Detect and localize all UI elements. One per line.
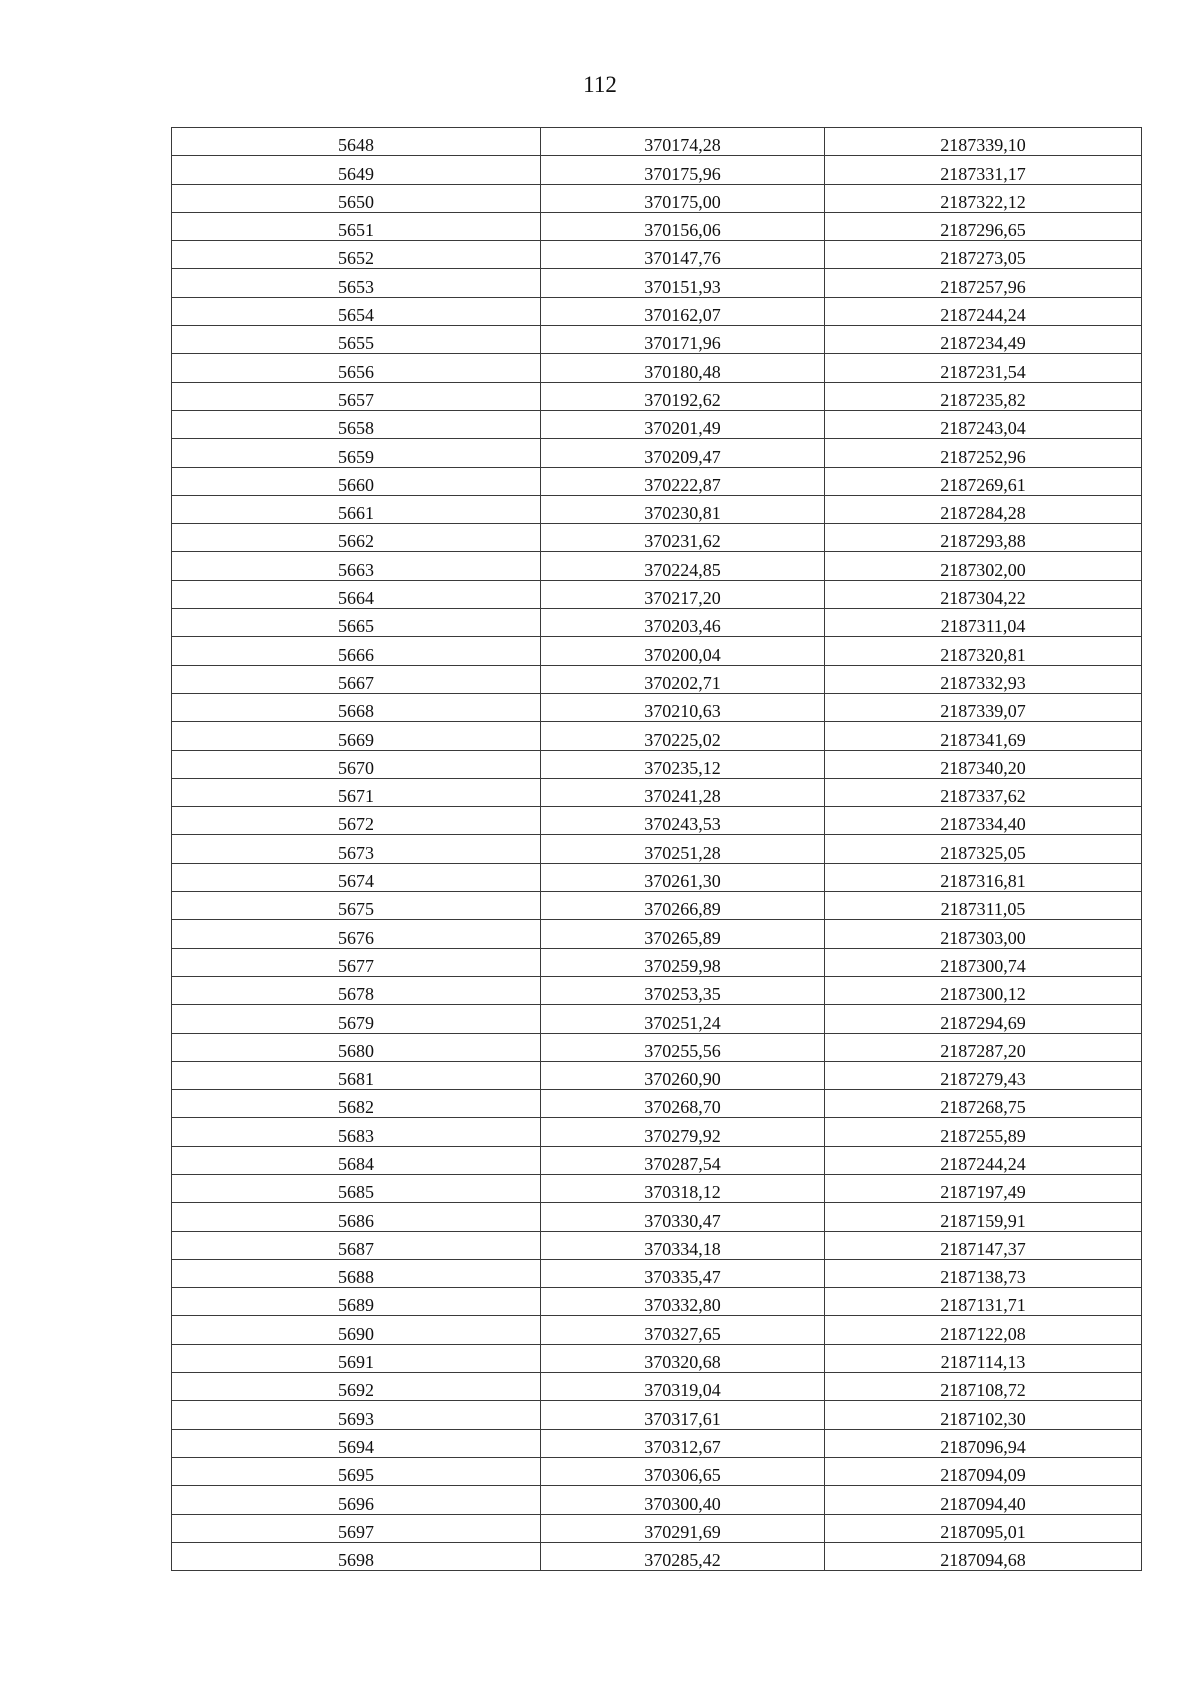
point-number-cell: 5680 [172, 1033, 541, 1061]
x-coordinate-cell: 370175,00 [541, 184, 825, 212]
y-coordinate-cell: 2187255,89 [825, 1118, 1142, 1146]
x-coordinate-cell: 370251,28 [541, 835, 825, 863]
x-coordinate-cell: 370162,07 [541, 297, 825, 325]
point-number-cell: 5678 [172, 976, 541, 1004]
table-row [172, 552, 1142, 580]
table-row [172, 750, 1142, 778]
point-number-cell: 5649 [172, 156, 541, 184]
table-row [172, 920, 1142, 948]
y-coordinate-cell: 2187138,73 [825, 1259, 1142, 1287]
x-coordinate-cell: 370243,53 [541, 807, 825, 835]
point-number-cell: 5676 [172, 920, 541, 948]
x-coordinate-cell: 370224,85 [541, 552, 825, 580]
x-coordinate-cell: 370319,04 [541, 1373, 825, 1401]
x-coordinate-cell: 370320,68 [541, 1344, 825, 1372]
x-coordinate-cell: 370235,12 [541, 750, 825, 778]
point-number-cell: 5656 [172, 354, 541, 382]
y-coordinate-cell: 2187304,22 [825, 580, 1142, 608]
table-row [172, 807, 1142, 835]
x-coordinate-cell: 370251,24 [541, 1005, 825, 1033]
table-row [172, 467, 1142, 495]
table-row [172, 1542, 1142, 1570]
x-coordinate-cell: 370261,30 [541, 863, 825, 891]
point-number-cell: 5657 [172, 382, 541, 410]
y-coordinate-cell: 2187311,04 [825, 609, 1142, 637]
x-coordinate-cell: 370200,04 [541, 637, 825, 665]
table-row [172, 410, 1142, 438]
table-row [172, 439, 1142, 467]
point-number-cell: 5683 [172, 1118, 541, 1146]
y-coordinate-cell: 2187341,69 [825, 722, 1142, 750]
point-number-cell: 5685 [172, 1174, 541, 1202]
x-coordinate-cell: 370259,98 [541, 948, 825, 976]
x-coordinate-cell: 370147,76 [541, 241, 825, 269]
point-number-cell: 5692 [172, 1373, 541, 1401]
y-coordinate-cell: 2187244,24 [825, 1146, 1142, 1174]
y-coordinate-cell: 2187159,91 [825, 1203, 1142, 1231]
x-coordinate-cell: 370285,42 [541, 1542, 825, 1570]
table-row [172, 1316, 1142, 1344]
table-row [172, 212, 1142, 240]
y-coordinate-cell: 2187300,74 [825, 948, 1142, 976]
y-coordinate-cell: 2187339,10 [825, 128, 1142, 156]
table-row [172, 297, 1142, 325]
coordinates-table [171, 127, 1142, 1571]
x-coordinate-cell: 370174,28 [541, 128, 825, 156]
table-row [172, 1514, 1142, 1542]
point-number-cell: 5671 [172, 778, 541, 806]
x-coordinate-cell: 370201,49 [541, 410, 825, 438]
y-coordinate-cell: 2187122,08 [825, 1316, 1142, 1344]
y-coordinate-cell: 2187231,54 [825, 354, 1142, 382]
y-coordinate-cell: 2187302,00 [825, 552, 1142, 580]
y-coordinate-cell: 2187096,94 [825, 1429, 1142, 1457]
table-row [172, 184, 1142, 212]
y-coordinate-cell: 2187244,24 [825, 297, 1142, 325]
table-row [172, 1429, 1142, 1457]
table-row [172, 609, 1142, 637]
x-coordinate-cell: 370255,56 [541, 1033, 825, 1061]
table-row [172, 1005, 1142, 1033]
x-coordinate-cell: 370268,70 [541, 1090, 825, 1118]
y-coordinate-cell: 2187293,88 [825, 524, 1142, 552]
point-number-cell: 5665 [172, 609, 541, 637]
point-number-cell: 5670 [172, 750, 541, 778]
table-row [172, 495, 1142, 523]
y-coordinate-cell: 2187147,37 [825, 1231, 1142, 1259]
table-row [172, 1344, 1142, 1372]
x-coordinate-cell: 370312,67 [541, 1429, 825, 1457]
point-number-cell: 5690 [172, 1316, 541, 1344]
point-number-cell: 5697 [172, 1514, 541, 1542]
point-number-cell: 5667 [172, 665, 541, 693]
table-row [172, 778, 1142, 806]
table-row [172, 1118, 1142, 1146]
point-number-cell: 5693 [172, 1401, 541, 1429]
table-row [172, 665, 1142, 693]
y-coordinate-cell: 2187320,81 [825, 637, 1142, 665]
x-coordinate-cell: 370151,93 [541, 269, 825, 297]
point-number-cell: 5682 [172, 1090, 541, 1118]
y-coordinate-cell: 2187131,71 [825, 1288, 1142, 1316]
point-number-cell: 5652 [172, 241, 541, 269]
table-row [172, 1288, 1142, 1316]
point-number-cell: 5668 [172, 693, 541, 721]
x-coordinate-cell: 370231,62 [541, 524, 825, 552]
table-row [172, 382, 1142, 410]
x-coordinate-cell: 370317,61 [541, 1401, 825, 1429]
y-coordinate-cell: 2187337,62 [825, 778, 1142, 806]
x-coordinate-cell: 370306,65 [541, 1457, 825, 1485]
table-row [172, 1061, 1142, 1089]
table-row [172, 892, 1142, 920]
point-number-cell: 5696 [172, 1486, 541, 1514]
point-number-cell: 5674 [172, 863, 541, 891]
x-coordinate-cell: 370230,81 [541, 495, 825, 523]
table-row [172, 354, 1142, 382]
point-number-cell: 5662 [172, 524, 541, 552]
table-row [172, 269, 1142, 297]
y-coordinate-cell: 2187322,12 [825, 184, 1142, 212]
x-coordinate-cell: 370217,20 [541, 580, 825, 608]
y-coordinate-cell: 2187287,20 [825, 1033, 1142, 1061]
table-row [172, 1033, 1142, 1061]
table-row [172, 1401, 1142, 1429]
point-number-cell: 5658 [172, 410, 541, 438]
x-coordinate-cell: 370327,65 [541, 1316, 825, 1344]
table-row [172, 1486, 1142, 1514]
y-coordinate-cell: 2187340,20 [825, 750, 1142, 778]
point-number-cell: 5651 [172, 212, 541, 240]
y-coordinate-cell: 2187197,49 [825, 1174, 1142, 1202]
table-row [172, 1259, 1142, 1287]
point-number-cell: 5686 [172, 1203, 541, 1231]
x-coordinate-cell: 370209,47 [541, 439, 825, 467]
table-row [172, 128, 1142, 156]
page-number: 112 [583, 72, 617, 97]
table-row [172, 835, 1142, 863]
y-coordinate-cell: 2187094,68 [825, 1542, 1142, 1570]
y-coordinate-cell: 2187331,17 [825, 156, 1142, 184]
y-coordinate-cell: 2187235,82 [825, 382, 1142, 410]
point-number-cell: 5695 [172, 1457, 541, 1485]
y-coordinate-cell: 2187311,05 [825, 892, 1142, 920]
y-coordinate-cell: 2187332,93 [825, 665, 1142, 693]
table-row [172, 1457, 1142, 1485]
table-row [172, 241, 1142, 269]
table-row [172, 1373, 1142, 1401]
point-number-cell: 5661 [172, 495, 541, 523]
y-coordinate-cell: 2187303,00 [825, 920, 1142, 948]
y-coordinate-cell: 2187268,75 [825, 1090, 1142, 1118]
x-coordinate-cell: 370300,40 [541, 1486, 825, 1514]
y-coordinate-cell: 2187300,12 [825, 976, 1142, 1004]
table-row [172, 693, 1142, 721]
y-coordinate-cell: 2187294,69 [825, 1005, 1142, 1033]
point-number-cell: 5688 [172, 1259, 541, 1287]
x-coordinate-cell: 370265,89 [541, 920, 825, 948]
x-coordinate-cell: 370192,62 [541, 382, 825, 410]
y-coordinate-cell: 2187296,65 [825, 212, 1142, 240]
point-number-cell: 5673 [172, 835, 541, 863]
point-number-cell: 5691 [172, 1344, 541, 1372]
x-coordinate-cell: 370279,92 [541, 1118, 825, 1146]
point-number-cell: 5675 [172, 892, 541, 920]
table-row [172, 524, 1142, 552]
point-number-cell: 5677 [172, 948, 541, 976]
y-coordinate-cell: 2187257,96 [825, 269, 1142, 297]
point-number-cell: 5684 [172, 1146, 541, 1174]
point-number-cell: 5664 [172, 580, 541, 608]
table-row [172, 948, 1142, 976]
point-number-cell: 5689 [172, 1288, 541, 1316]
point-number-cell: 5663 [172, 552, 541, 580]
y-coordinate-cell: 2187279,43 [825, 1061, 1142, 1089]
table-row [172, 326, 1142, 354]
table-row [172, 976, 1142, 1004]
table-row [172, 1090, 1142, 1118]
table-row [172, 722, 1142, 750]
x-coordinate-cell: 370332,80 [541, 1288, 825, 1316]
y-coordinate-cell: 2187284,28 [825, 495, 1142, 523]
x-coordinate-cell: 370175,96 [541, 156, 825, 184]
x-coordinate-cell: 370241,28 [541, 778, 825, 806]
x-coordinate-cell: 370203,46 [541, 609, 825, 637]
y-coordinate-cell: 2187316,81 [825, 863, 1142, 891]
point-number-cell: 5650 [172, 184, 541, 212]
y-coordinate-cell: 2187269,61 [825, 467, 1142, 495]
point-number-cell: 5681 [172, 1061, 541, 1089]
table-row [172, 580, 1142, 608]
y-coordinate-cell: 2187273,05 [825, 241, 1142, 269]
table-row [172, 1146, 1142, 1174]
point-number-cell: 5654 [172, 297, 541, 325]
table-row [172, 1203, 1142, 1231]
x-coordinate-cell: 370156,06 [541, 212, 825, 240]
x-coordinate-cell: 370330,47 [541, 1203, 825, 1231]
y-coordinate-cell: 2187243,04 [825, 410, 1142, 438]
y-coordinate-cell: 2187334,40 [825, 807, 1142, 835]
x-coordinate-cell: 370287,54 [541, 1146, 825, 1174]
x-coordinate-cell: 370253,35 [541, 976, 825, 1004]
x-coordinate-cell: 370225,02 [541, 722, 825, 750]
x-coordinate-cell: 370260,90 [541, 1061, 825, 1089]
point-number-cell: 5679 [172, 1005, 541, 1033]
point-number-cell: 5666 [172, 637, 541, 665]
point-number-cell: 5669 [172, 722, 541, 750]
y-coordinate-cell: 2187114,13 [825, 1344, 1142, 1372]
x-coordinate-cell: 370291,69 [541, 1514, 825, 1542]
x-coordinate-cell: 370180,48 [541, 354, 825, 382]
y-coordinate-cell: 2187102,30 [825, 1401, 1142, 1429]
x-coordinate-cell: 370266,89 [541, 892, 825, 920]
table-row [172, 1231, 1142, 1259]
point-number-cell: 5660 [172, 467, 541, 495]
y-coordinate-cell: 2187339,07 [825, 693, 1142, 721]
point-number-cell: 5653 [172, 269, 541, 297]
x-coordinate-cell: 370222,87 [541, 467, 825, 495]
table-row [172, 863, 1142, 891]
point-number-cell: 5672 [172, 807, 541, 835]
x-coordinate-cell: 370202,71 [541, 665, 825, 693]
point-number-cell: 5659 [172, 439, 541, 467]
point-number-cell: 5698 [172, 1542, 541, 1570]
point-number-cell: 5648 [172, 128, 541, 156]
x-coordinate-cell: 370334,18 [541, 1231, 825, 1259]
table-row [172, 156, 1142, 184]
point-number-cell: 5655 [172, 326, 541, 354]
y-coordinate-cell: 2187325,05 [825, 835, 1142, 863]
y-coordinate-cell: 2187252,96 [825, 439, 1142, 467]
y-coordinate-cell: 2187108,72 [825, 1373, 1142, 1401]
table-row [172, 1174, 1142, 1202]
y-coordinate-cell: 2187094,40 [825, 1486, 1142, 1514]
y-coordinate-cell: 2187095,01 [825, 1514, 1142, 1542]
y-coordinate-cell: 2187234,49 [825, 326, 1142, 354]
x-coordinate-cell: 370318,12 [541, 1174, 825, 1202]
point-number-cell: 5694 [172, 1429, 541, 1457]
point-number-cell: 5687 [172, 1231, 541, 1259]
x-coordinate-cell: 370171,96 [541, 326, 825, 354]
x-coordinate-cell: 370210,63 [541, 693, 825, 721]
y-coordinate-cell: 2187094,09 [825, 1457, 1142, 1485]
coordinates-table-body [172, 128, 1142, 1571]
table-row [172, 637, 1142, 665]
x-coordinate-cell: 370335,47 [541, 1259, 825, 1287]
